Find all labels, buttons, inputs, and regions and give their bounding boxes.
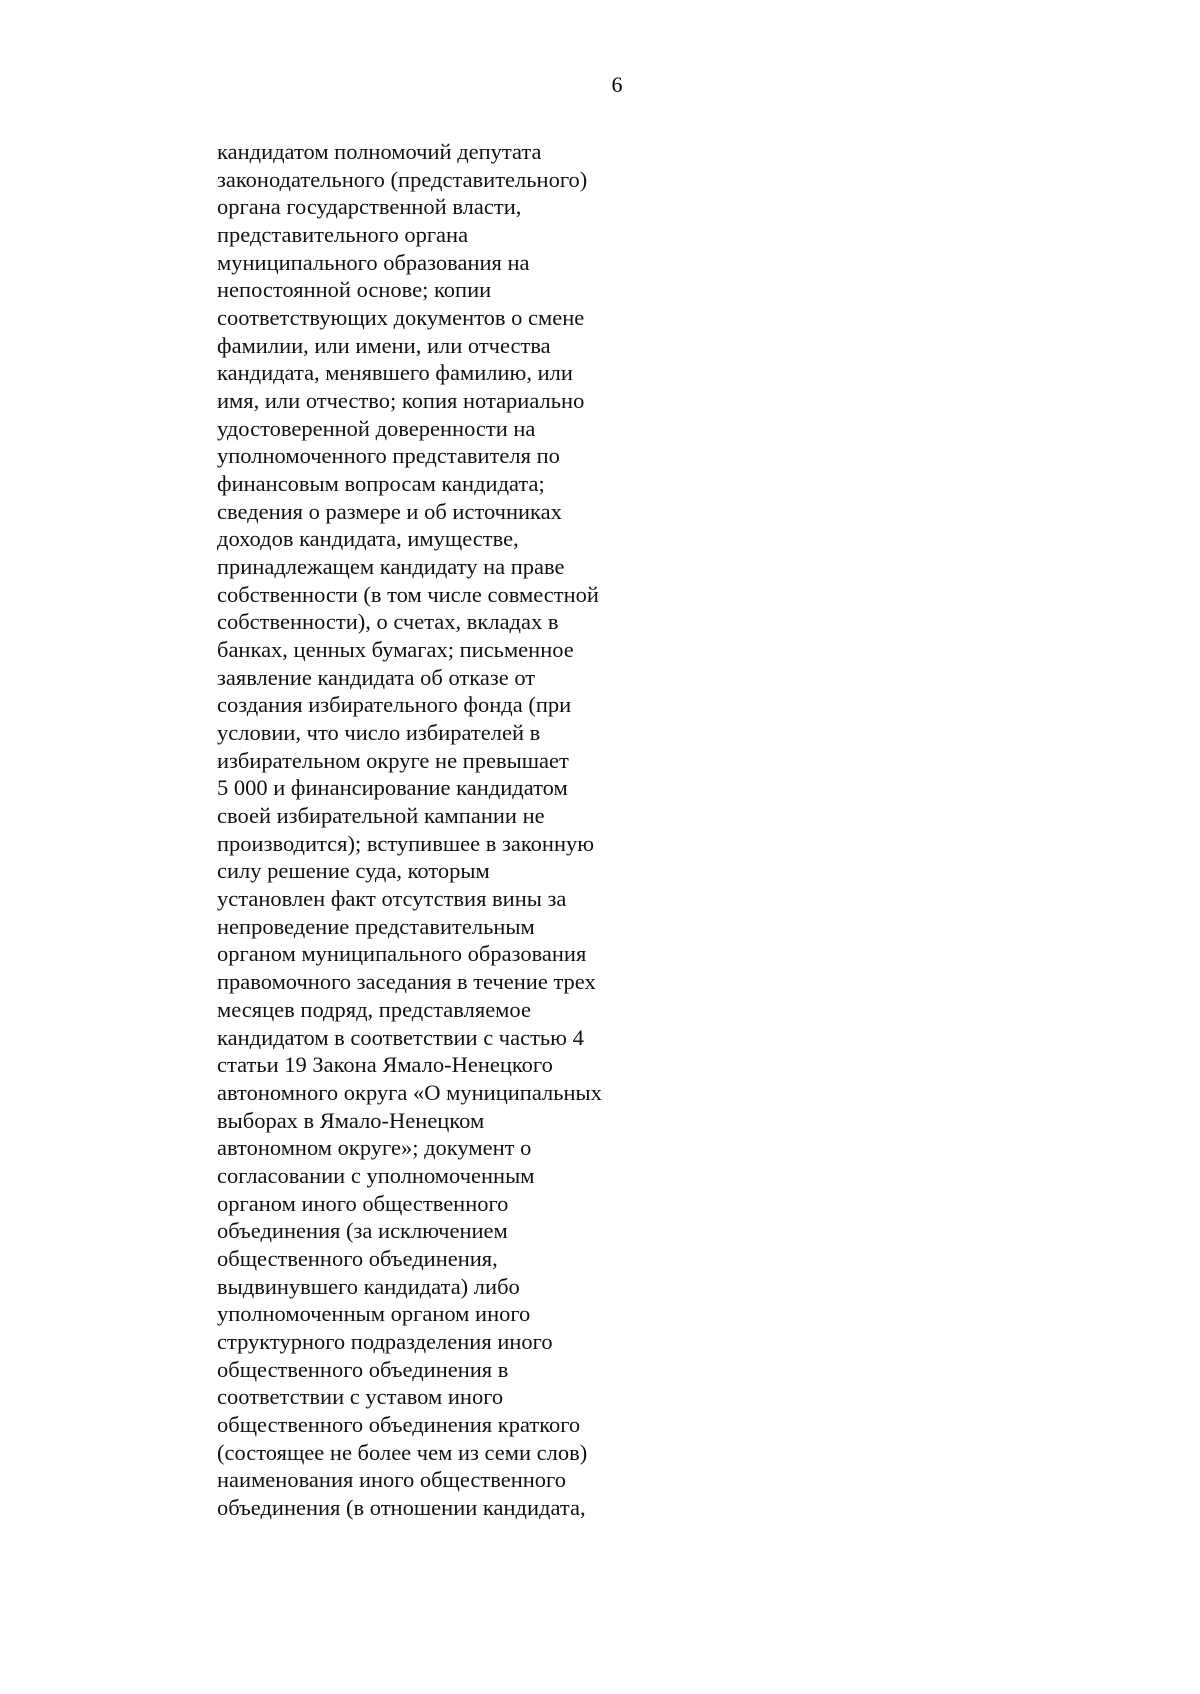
body-text-line: объединения (за исключением <box>217 1218 508 1244</box>
body-text-line: заявление кандидата об отказе от <box>217 664 536 690</box>
body-text-line: непроведение представительным <box>217 913 535 939</box>
body-text-line: сведения о размере и об источниках <box>217 498 562 524</box>
body-text-line: органом муниципального образования <box>217 941 587 967</box>
body-text-line: удостоверенной доверенности на <box>217 415 536 441</box>
body-text-line: условии, что число избирателей в <box>217 720 541 746</box>
body-text-line: муниципального образования на <box>217 249 530 275</box>
body-text-line: доходов кандидата, имуществе, <box>217 526 519 552</box>
body-text-line: органа государственной власти, <box>217 194 522 220</box>
body-text <box>217 138 737 1522</box>
body-text-line: органом иного общественного <box>217 1190 509 1216</box>
body-text-line: создания избирательного фонда (при <box>217 692 572 718</box>
body-text-line: правомочного заседания в течение трех <box>217 969 596 995</box>
body-text-line: законодательного (представительного) <box>217 166 588 192</box>
body-text-line: представительного органа <box>217 222 469 248</box>
body-text-line: производится); вступившее в законную <box>217 830 595 856</box>
body-text-line: собственности (в том числе совместной <box>217 581 599 607</box>
body-text-line: общественного объединения, <box>217 1245 498 1271</box>
body-text-line: избирательном округе не превышает <box>217 747 569 773</box>
body-text-line: согласовании с уполномоченным <box>217 1162 535 1188</box>
body-text-line: установлен факт отсутствия вины за <box>217 886 567 912</box>
body-text-line: наименования иного общественного <box>217 1467 566 1493</box>
body-text-line: месяцев подряд, представляемое <box>217 996 531 1022</box>
page-number: 6 <box>611 72 623 97</box>
body-text-line: своей избирательной кампании не <box>217 803 545 829</box>
body-text-line: принадлежащем кандидату на праве <box>217 554 565 580</box>
body-text-line: выборах в Ямало-Ненецком <box>217 1107 485 1133</box>
body-text-line: соответствующих документов о смене <box>217 305 585 331</box>
body-text-line: силу решение суда, которым <box>217 858 490 884</box>
body-text-line: общественного объединения краткого <box>217 1411 581 1437</box>
body-text-line: кандидатом полномочий депутата <box>217 139 542 164</box>
body-text-line: автономного округа «О муниципальных <box>217 1079 602 1105</box>
body-text-line: 5 000 и финансирование кандидатом <box>217 775 568 801</box>
body-text-line: кандидата, менявшего фамилию, или <box>217 360 573 386</box>
body-text-line: финансовым вопросам кандидата; <box>217 471 545 497</box>
body-text-line: выдвинувшего кандидата) либо <box>217 1273 520 1299</box>
body-text-line: (состоящее не более чем из семи слов) <box>217 1439 588 1465</box>
body-text-line: имя, или отчество; копия нотариально <box>217 388 585 414</box>
body-text-line: собственности), о счетах, вкладах в <box>217 609 559 635</box>
body-text-line: кандидатом в соответствии с частью 4 <box>217 1024 584 1050</box>
body-text-line: непостоянной основе; копии <box>217 277 492 303</box>
body-text-line: общественного объединения в <box>217 1356 509 1382</box>
body-text-line: соответствии с уставом иного <box>217 1384 504 1410</box>
body-text-line: уполномоченного представителя по <box>217 443 560 469</box>
body-text-line: банках, ценных бумагах; письменное <box>217 637 574 663</box>
body-text-line: объединения (в отношении кандидата, <box>217 1494 586 1520</box>
body-text-line: фамилии, или имени, или отчества <box>217 332 551 358</box>
body-text-line: статьи 19 Закона Ямало-Ненецкого <box>217 1052 553 1078</box>
body-text-line: структурного подразделения иного <box>217 1328 553 1354</box>
body-text-line: уполномоченным органом иного <box>217 1301 531 1327</box>
body-text-line: автономном округе»; документ о <box>217 1135 532 1161</box>
